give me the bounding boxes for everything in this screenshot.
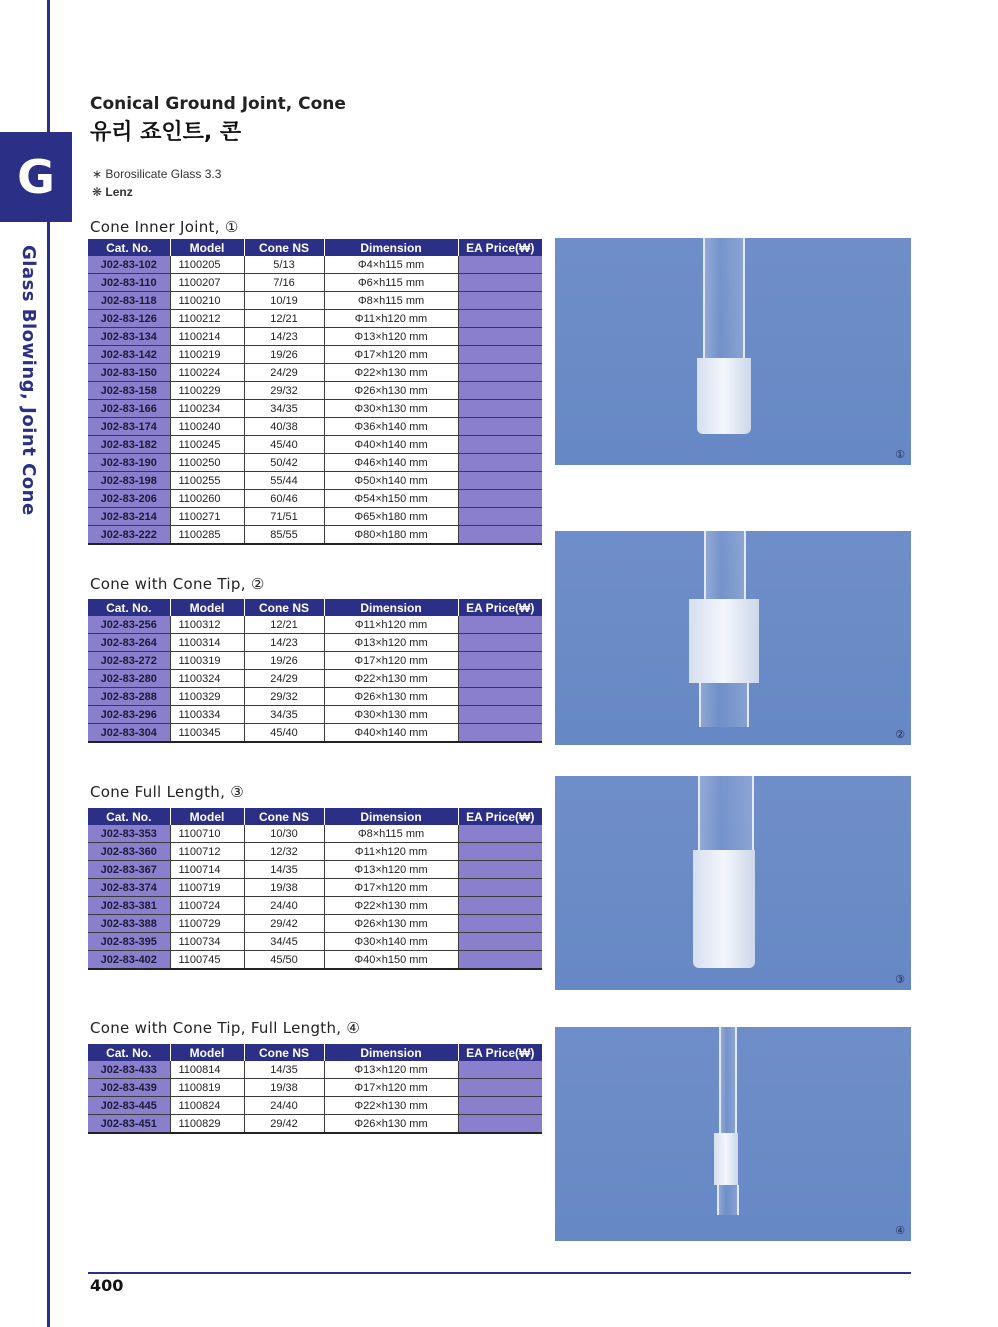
table-row	[88, 310, 542, 328]
price-cell	[458, 670, 542, 688]
dimension-cell: Φ22×h130 mm	[324, 364, 458, 382]
column-header: Model	[170, 239, 244, 256]
cat-no-cell: J02-83-190	[88, 454, 170, 472]
table-row	[88, 346, 542, 364]
section-letter-tab: G	[0, 132, 72, 222]
table-row	[88, 951, 542, 970]
cat-no-cell: J02-83-264	[88, 634, 170, 652]
table-row	[88, 508, 542, 526]
photo-label-2: ②	[895, 729, 905, 741]
table-row	[88, 879, 542, 897]
cone-ns-cell: 60/46	[244, 490, 324, 508]
dimension-cell: Φ11×h120 mm	[324, 616, 458, 634]
product-photo-1	[555, 238, 911, 465]
column-header: Dimension	[324, 1044, 458, 1061]
model-cell: 1100219	[170, 346, 244, 364]
cone-ns-cell: 10/19	[244, 292, 324, 310]
cat-no-cell: J02-83-374	[88, 879, 170, 897]
table-row	[88, 274, 542, 292]
price-cell	[458, 616, 542, 634]
cone-ns-cell: 19/38	[244, 879, 324, 897]
cone-ns-cell: 10/30	[244, 825, 324, 843]
model-cell: 1100312	[170, 616, 244, 634]
footer-rule	[88, 1272, 911, 1274]
column-header: Model	[170, 808, 244, 825]
table-row	[88, 454, 542, 472]
product-photo-4	[555, 1027, 911, 1241]
glass-tube	[703, 238, 745, 358]
cone-tip	[699, 683, 749, 727]
dimension-cell: Φ22×h130 mm	[324, 670, 458, 688]
cone-ns-cell: 24/29	[244, 670, 324, 688]
cone-ns-cell: 55/44	[244, 472, 324, 490]
photo-label-1: ①	[895, 449, 905, 461]
price-cell	[458, 472, 542, 490]
glass-tube	[704, 531, 746, 599]
price-cell	[458, 292, 542, 310]
dimension-cell: Φ36×h140 mm	[324, 418, 458, 436]
model-cell: 1100814	[170, 1061, 244, 1079]
cat-no-cell: J02-83-288	[88, 688, 170, 706]
price-cell	[458, 915, 542, 933]
model-cell: 1100314	[170, 634, 244, 652]
column-header: Dimension	[324, 239, 458, 256]
model-cell: 1100829	[170, 1115, 244, 1134]
model-cell: 1100324	[170, 670, 244, 688]
dimension-cell: Φ13×h120 mm	[324, 861, 458, 879]
column-header: Cone NS	[244, 1044, 324, 1061]
model-cell: 1100205	[170, 256, 244, 274]
cat-no-cell: J02-83-198	[88, 472, 170, 490]
cat-no-cell: J02-83-433	[88, 1061, 170, 1079]
cone-ns-cell: 34/35	[244, 706, 324, 724]
side-section-text: Glass Blowing, Joint Cone	[18, 245, 39, 516]
price-cell	[458, 454, 542, 472]
cat-no-cell: J02-83-110	[88, 274, 170, 292]
dimension-cell: Φ46×h140 mm	[324, 454, 458, 472]
column-header: Cone NS	[244, 239, 324, 256]
table-row	[88, 724, 542, 743]
dimension-cell: Φ40×h150 mm	[324, 951, 458, 970]
cat-no-cell: J02-83-381	[88, 897, 170, 915]
brand-note: ❋ Lenz	[92, 185, 133, 199]
cat-no-cell: J02-83-174	[88, 418, 170, 436]
dimension-cell: Φ22×h130 mm	[324, 897, 458, 915]
cone-ns-cell: 12/21	[244, 616, 324, 634]
cone-ns-cell: 45/40	[244, 724, 324, 743]
cone-ns-cell: 14/35	[244, 861, 324, 879]
price-cell	[458, 724, 542, 743]
material-note: ∗ Borosilicate Glass 3.3	[92, 167, 222, 181]
model-cell: 1100260	[170, 490, 244, 508]
table-row	[88, 933, 542, 951]
dimension-cell: Φ26×h130 mm	[324, 688, 458, 706]
cat-no-cell: J02-83-439	[88, 1079, 170, 1097]
cone-ns-cell: 7/16	[244, 274, 324, 292]
price-cell	[458, 526, 542, 545]
cat-no-cell: J02-83-353	[88, 825, 170, 843]
price-cell	[458, 328, 542, 346]
column-header: EA Price(₩)	[458, 808, 542, 825]
side-section-label	[18, 245, 42, 545]
model-cell: 1100824	[170, 1097, 244, 1115]
glass-tube	[719, 1027, 737, 1133]
cone-ns-cell: 14/23	[244, 634, 324, 652]
cat-no-cell: J02-83-272	[88, 652, 170, 670]
cat-no-cell: J02-83-150	[88, 364, 170, 382]
price-cell	[458, 418, 542, 436]
dimension-cell: Φ22×h130 mm	[324, 1097, 458, 1115]
dimension-cell: Φ8×h115 mm	[324, 292, 458, 310]
table-row	[88, 328, 542, 346]
cone-ns-cell: 50/42	[244, 454, 324, 472]
dimension-cell: Φ65×h180 mm	[324, 508, 458, 526]
model-cell: 1100229	[170, 382, 244, 400]
model-cell: 1100819	[170, 1079, 244, 1097]
dimension-cell: Φ17×h120 mm	[324, 652, 458, 670]
model-cell: 1100245	[170, 436, 244, 454]
price-cell	[458, 706, 542, 724]
table-row	[88, 670, 542, 688]
price-cell	[458, 1061, 542, 1079]
table-header-row	[88, 1044, 542, 1061]
table-row	[88, 256, 542, 274]
table-row	[88, 1097, 542, 1115]
price-cell	[458, 843, 542, 861]
cone-ns-cell: 19/26	[244, 346, 324, 364]
cat-no-cell: J02-83-126	[88, 310, 170, 328]
page-title-en: Conical Ground Joint, Cone	[90, 94, 346, 114]
cone-ns-cell: 45/50	[244, 951, 324, 970]
cone-tip	[717, 1185, 739, 1215]
table-row	[88, 490, 542, 508]
product-photo-3	[555, 776, 911, 990]
column-header: Cone NS	[244, 599, 324, 616]
column-header: Cat. No.	[88, 1044, 170, 1061]
column-header: Dimension	[324, 599, 458, 616]
dimension-cell: Φ13×h120 mm	[324, 1061, 458, 1079]
dimension-cell: Φ26×h130 mm	[324, 382, 458, 400]
table-row	[88, 897, 542, 915]
model-cell: 1100719	[170, 879, 244, 897]
table-row	[88, 1079, 542, 1097]
cat-no-cell: J02-83-256	[88, 616, 170, 634]
table-row	[88, 843, 542, 861]
column-header: EA Price(₩)	[458, 239, 542, 256]
price-cell	[458, 879, 542, 897]
price-cell	[458, 688, 542, 706]
table-row	[88, 652, 542, 670]
model-cell: 1100745	[170, 951, 244, 970]
cat-no-cell: J02-83-206	[88, 490, 170, 508]
cat-no-cell: J02-83-360	[88, 843, 170, 861]
cat-no-cell: J02-83-280	[88, 670, 170, 688]
table-header-row	[88, 599, 542, 616]
price-cell	[458, 310, 542, 328]
table-row	[88, 634, 542, 652]
cone-ns-cell: 45/40	[244, 436, 324, 454]
cat-no-cell: J02-83-296	[88, 706, 170, 724]
model-cell: 1100724	[170, 897, 244, 915]
dimension-cell: Φ40×h140 mm	[324, 436, 458, 454]
column-header: EA Price(₩)	[458, 599, 542, 616]
glass-tube	[698, 776, 754, 850]
price-cell	[458, 634, 542, 652]
dimension-cell: Φ30×h130 mm	[324, 400, 458, 418]
dimension-cell: Φ54×h150 mm	[324, 490, 458, 508]
dimension-cell: Φ13×h120 mm	[324, 328, 458, 346]
table-header-row	[88, 808, 542, 825]
photo-label-3: ③	[895, 974, 905, 986]
model-cell: 1100729	[170, 915, 244, 933]
model-cell: 1100214	[170, 328, 244, 346]
price-cell	[458, 346, 542, 364]
model-cell: 1100345	[170, 724, 244, 743]
model-cell: 1100712	[170, 843, 244, 861]
table-row	[88, 861, 542, 879]
cat-no-cell: J02-83-304	[88, 724, 170, 743]
model-cell: 1100250	[170, 454, 244, 472]
cone-ns-cell: 29/32	[244, 688, 324, 706]
page-number: 400	[90, 1276, 124, 1295]
model-cell: 1100255	[170, 472, 244, 490]
cone-ns-cell: 34/45	[244, 933, 324, 951]
cat-no-cell: J02-83-142	[88, 346, 170, 364]
model-cell: 1100285	[170, 526, 244, 545]
cat-no-cell: J02-83-102	[88, 256, 170, 274]
photo-label-4: ④	[895, 1225, 905, 1237]
price-cell	[458, 951, 542, 970]
table-row	[88, 1061, 542, 1079]
table-row	[88, 706, 542, 724]
ground-joint	[697, 358, 751, 434]
dimension-cell: Φ50×h140 mm	[324, 472, 458, 490]
model-cell: 1100234	[170, 400, 244, 418]
cone-ns-cell: 29/32	[244, 382, 324, 400]
table-cone-inner-joint	[88, 239, 542, 545]
section-title-cone-tip-full-length: Cone with Cone Tip, Full Length, ④	[90, 1019, 361, 1037]
dimension-cell: Φ26×h130 mm	[324, 1115, 458, 1134]
product-photo-2	[555, 531, 911, 745]
dimension-cell: Φ11×h120 mm	[324, 843, 458, 861]
cat-no-cell: J02-83-451	[88, 1115, 170, 1134]
dimension-cell: Φ4×h115 mm	[324, 256, 458, 274]
table-row	[88, 915, 542, 933]
section-title-cone-full-length: Cone Full Length, ③	[90, 783, 244, 801]
dimension-cell: Φ17×h120 mm	[324, 346, 458, 364]
model-cell: 1100207	[170, 274, 244, 292]
column-header: EA Price(₩)	[458, 1044, 542, 1061]
price-cell	[458, 1115, 542, 1134]
price-cell	[458, 400, 542, 418]
cat-no-cell: J02-83-388	[88, 915, 170, 933]
cone-ns-cell: 71/51	[244, 508, 324, 526]
cat-no-cell: J02-83-182	[88, 436, 170, 454]
table-row	[88, 292, 542, 310]
cat-no-cell: J02-83-367	[88, 861, 170, 879]
model-cell: 1100212	[170, 310, 244, 328]
cat-no-cell: J02-83-118	[88, 292, 170, 310]
price-cell	[458, 436, 542, 454]
column-header: Cat. No.	[88, 239, 170, 256]
column-header: Cat. No.	[88, 808, 170, 825]
cone-ns-cell: 34/35	[244, 400, 324, 418]
model-cell: 1100224	[170, 364, 244, 382]
cone-ns-cell: 14/35	[244, 1061, 324, 1079]
table-cone-full-length	[88, 808, 542, 970]
dimension-cell: Φ40×h140 mm	[324, 724, 458, 743]
model-cell: 1100329	[170, 688, 244, 706]
cone-ns-cell: 14/23	[244, 328, 324, 346]
dimension-cell: Φ6×h115 mm	[324, 274, 458, 292]
table-row	[88, 436, 542, 454]
price-cell	[458, 274, 542, 292]
table-header-row	[88, 239, 542, 256]
table-row	[88, 616, 542, 634]
dimension-cell: Φ30×h140 mm	[324, 933, 458, 951]
price-cell	[458, 861, 542, 879]
section-title-cone-inner-joint: Cone Inner Joint, ①	[90, 218, 239, 236]
cat-no-cell: J02-83-134	[88, 328, 170, 346]
table-row	[88, 382, 542, 400]
model-cell: 1100710	[170, 825, 244, 843]
cone-ns-cell: 29/42	[244, 1115, 324, 1134]
price-cell	[458, 508, 542, 526]
price-cell	[458, 933, 542, 951]
cat-no-cell: J02-83-402	[88, 951, 170, 970]
price-cell	[458, 652, 542, 670]
cat-no-cell: J02-83-158	[88, 382, 170, 400]
section-title-cone-with-tip: Cone with Cone Tip, ②	[90, 575, 265, 593]
dimension-cell: Φ11×h120 mm	[324, 310, 458, 328]
table-row	[88, 526, 542, 545]
dimension-cell: Φ80×h180 mm	[324, 526, 458, 545]
price-cell	[458, 1079, 542, 1097]
table-row	[88, 472, 542, 490]
table-row	[88, 688, 542, 706]
column-header: Model	[170, 599, 244, 616]
cone-ns-cell: 85/55	[244, 526, 324, 545]
cone-ns-cell: 12/21	[244, 310, 324, 328]
cone-ns-cell: 29/42	[244, 915, 324, 933]
dimension-cell: Φ17×h120 mm	[324, 879, 458, 897]
model-cell: 1100334	[170, 706, 244, 724]
ground-joint	[714, 1133, 738, 1185]
dimension-cell: Φ8×h115 mm	[324, 825, 458, 843]
model-cell: 1100271	[170, 508, 244, 526]
cat-no-cell: J02-83-166	[88, 400, 170, 418]
price-cell	[458, 490, 542, 508]
cone-ns-cell: 24/40	[244, 897, 324, 915]
table-row	[88, 418, 542, 436]
table-cone-with-tip	[88, 599, 542, 743]
table-row	[88, 1115, 542, 1134]
ground-joint	[689, 599, 759, 683]
table-row	[88, 825, 542, 843]
dimension-cell: Φ26×h130 mm	[324, 915, 458, 933]
cone-ns-cell: 24/40	[244, 1097, 324, 1115]
price-cell	[458, 256, 542, 274]
cat-no-cell: J02-83-395	[88, 933, 170, 951]
dimension-cell: Φ17×h120 mm	[324, 1079, 458, 1097]
cone-ns-cell: 40/38	[244, 418, 324, 436]
model-cell: 1100240	[170, 418, 244, 436]
model-cell: 1100714	[170, 861, 244, 879]
cone-ns-cell: 19/26	[244, 652, 324, 670]
page-title-ko: 유리 죠인트, 콘	[90, 120, 242, 145]
cone-ns-cell: 19/38	[244, 1079, 324, 1097]
price-cell	[458, 825, 542, 843]
cone-ns-cell: 12/32	[244, 843, 324, 861]
price-cell	[458, 897, 542, 915]
model-cell: 1100319	[170, 652, 244, 670]
dimension-cell: Φ13×h120 mm	[324, 634, 458, 652]
column-header: Cat. No.	[88, 599, 170, 616]
column-header: Cone NS	[244, 808, 324, 825]
model-cell: 1100734	[170, 933, 244, 951]
table-cone-tip-full-length	[88, 1044, 542, 1134]
ground-joint	[693, 850, 755, 968]
table-row	[88, 400, 542, 418]
price-cell	[458, 382, 542, 400]
cone-ns-cell: 5/13	[244, 256, 324, 274]
column-header: Model	[170, 1044, 244, 1061]
dimension-cell: Φ30×h130 mm	[324, 706, 458, 724]
price-cell	[458, 364, 542, 382]
column-header: Dimension	[324, 808, 458, 825]
cat-no-cell: J02-83-445	[88, 1097, 170, 1115]
cone-ns-cell: 24/29	[244, 364, 324, 382]
cat-no-cell: J02-83-222	[88, 526, 170, 545]
cat-no-cell: J02-83-214	[88, 508, 170, 526]
price-cell	[458, 1097, 542, 1115]
table-row	[88, 364, 542, 382]
model-cell: 1100210	[170, 292, 244, 310]
